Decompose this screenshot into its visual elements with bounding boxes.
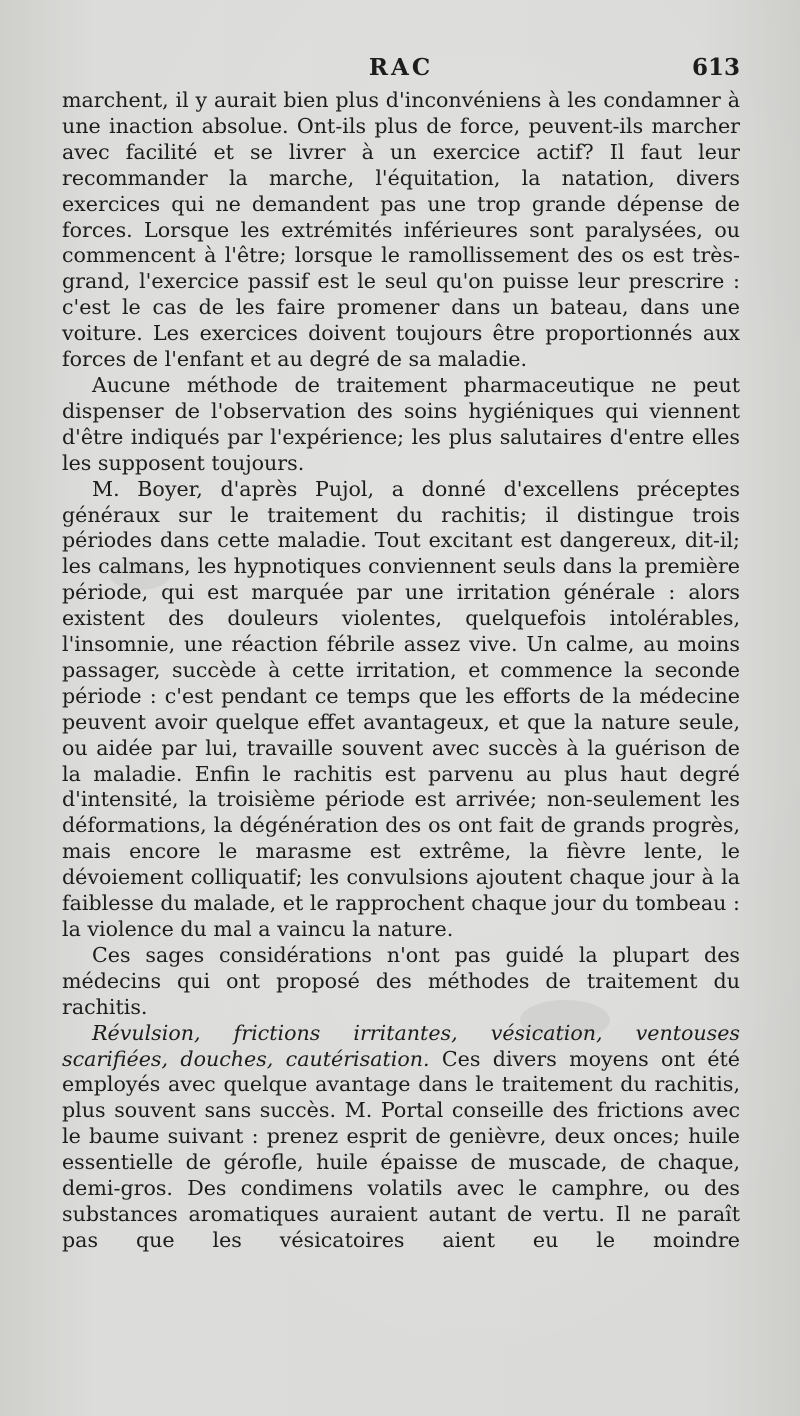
paragraph-3: M. Boyer, d'après Pujol, a donné d'excellens préceptes généraux sur le traitement du rachitis; il distingue trois périodes dans cette maladie. Tout excitant est dangereux, dit-il; les calmans, les hypnotiques conviennent seuls dans la première période, qui est marquée par une irritation générale : alors existent des douleurs violentes, quelquefois intolérables, l'insomnie, une réaction fébrile assez vive. Un calme, au moins passager, succède à cette irritation, et commence la seconde période : c'est pendant ce temps que les efforts de la médecine peuvent avoir quelque effet avantageux, et que la nature seule, ou aidée par lui, travaille souvent avec succès à la guérison de la maladie. Enfin le rachitis est parvenu au plus haut degré d'intensité, la troisième période est arrivée; non-seulement les déformations, la dégénération des os ont fait de grands progrès, mais encore le marasme est extrême, la fièvre lente, le dévoiement colliquatif; les convulsions ajoutent chaque jour à la faiblesse du malade, et le rapprochent chaque jour du tombeau : la violence du mal a vaincu la nature. [62, 476, 740, 941]
page-header [62, 52, 740, 86]
paragraph-4: Ces sages considérations n'ont pas guidé la plupart des médecins qui ont proposé des méthodes de traitement du rachitis. [62, 942, 740, 1019]
paragraph-5-italic-heading: Révulsion, frictions irritantes, vésication, ventouses scarifiées, douches, cautérisation. [62, 1020, 740, 1071]
paragraph-2: Aucune méthode de traitement pharmaceutique ne peut dispenser de l'observation des soins hygiéniques qui viennent d'être indiqués par l'expérience; les plus salutaires d'entre elles les supposent toujours. [62, 372, 740, 475]
page-number: 613 [691, 54, 740, 81]
running-head: RAC [368, 54, 434, 81]
body-text [62, 88, 740, 1254]
paragraph-5-text: Ces divers moyens ont été employés avec quelque avantage dans le traitement du rachitis, plus souvent sans succès. M. Portal conseille des frictions avec le baume suivant : prenez esprit de genièvre, deux onces; huile essentielle de gérofle, huile épaisse de muscade, de chaque, demi-gros. Des condimens volatils avec le camphre, ou des substances aromatiques auraient autant de vertu. Il ne paraît pas que les vésicatoires aient eu le moindre [62, 1046, 740, 1252]
paragraph-5 [62, 1021, 740, 1254]
paragraph-1: marchent, il y aurait bien plus d'inconvéniens à les condamner à une inaction absolue. Ont-ils plus de force, peuvent-ils marcher avec facilité et se livrer à un exercice actif? Il faut leur recommander la marche, l'équitation, la natation, divers exercices qui ne demandent pas une trop grande dépense de forces. Lorsque les extrémités inférieures sont paralysées, ou commencent à l'être; lorsque le ramollissement des os est très-grand, l'exercice passif est le seul qu'on puisse leur prescrire : c'est le cas de les faire promener dans un bateau, dans une voiture. Les exercices doivent toujours être proportionnés aux forces de l'enfant et au degré de sa maladie. [62, 88, 740, 372]
